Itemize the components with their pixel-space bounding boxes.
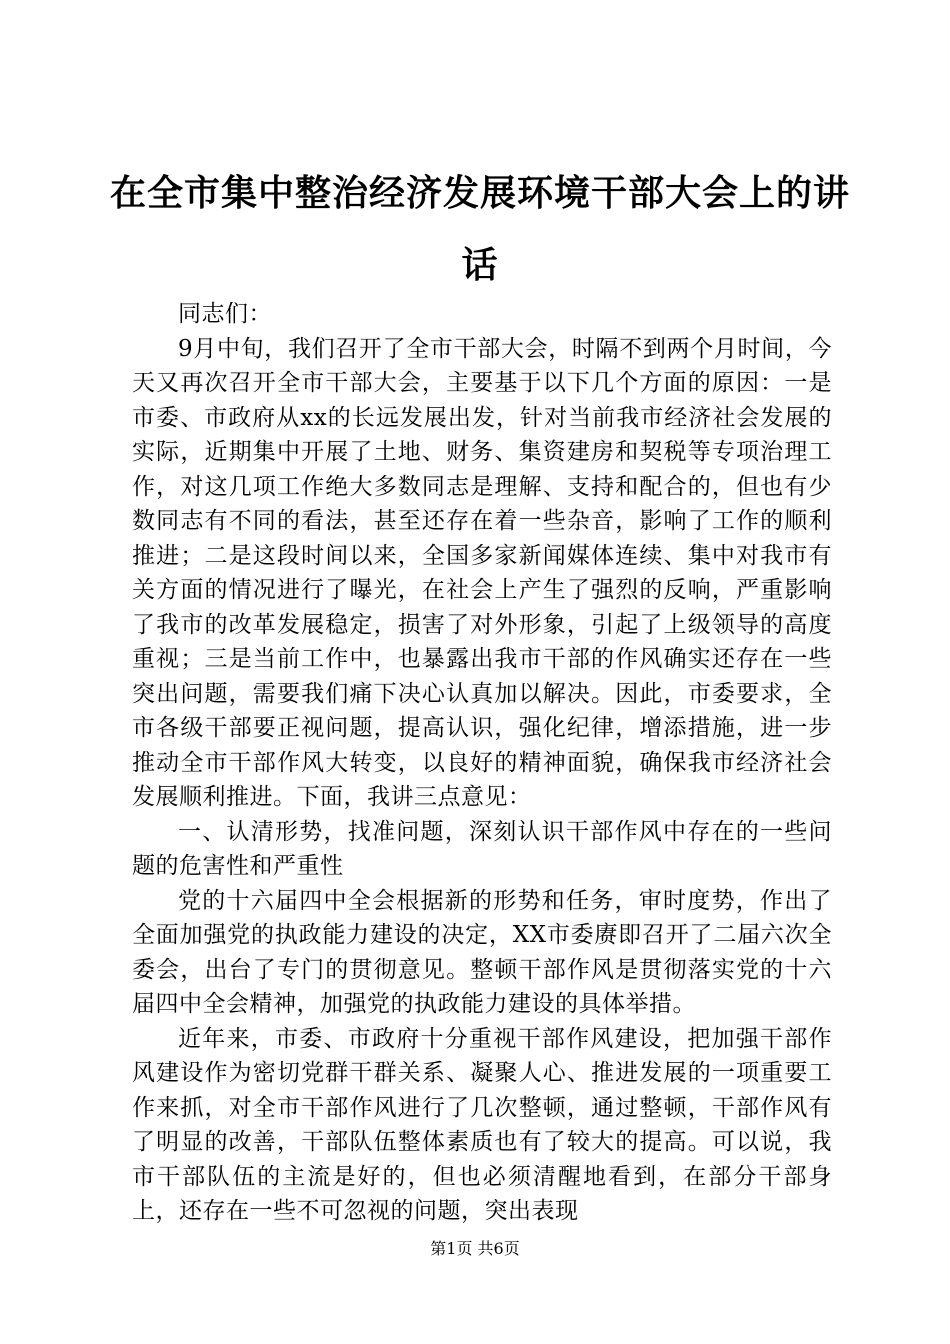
section-heading: 一、认清形势，找准问题，深刻认识干部作风中存在的一些问题的危害性和严重性 (132, 818, 832, 879)
body-paragraph: 党的十六届四中全会根据新的形势和任务，审时度势，作出了全面加强党的执政能力建设的决定，XX市委赓即召开了二届六次全委会，出台了专门的贯彻意见。整顿干部作风是贯彻落实党的十六届四中全会精神，加强党的执政能力建设的具体举措。 (132, 887, 832, 1017)
salutation-paragraph: 同志们： (178, 301, 272, 327)
document-body (132, 297, 832, 1229)
body-paragraph: 近年来，市委、市政府十分重视干部作风建设，把加强干部作风建设作为密切党群干群关系、凝聚人心、推进发展的一项重要工作来抓，对全市干部作风进行了几次整顿，通过整顿，干部作风有了明显的改善，干部队伍整体素质也有了较大的提高。可以说，我市干部队伍的主流是好的，但也必须清醒地看到，在部分干部身上，还存在一些不可忽视的问题，突出表现 (132, 1025, 832, 1224)
body-paragraph: 9月中旬，我们召开了全市干部大会，时隔不到两个月时间，今天又再次召开全市干部大会，主要基于以下几个方面的原因：一是市委、市政府从xx的长远发展出发，针对当前我市经济社会发展的实际，近期集中开展了土地、财务、集资建房和契税等专项治理工作，对这几项工作绝大多数同志是理解、支持和配合的，但也有少数同志有不同的看法，甚至还存在着一些杂音，影响了工作的顺利推进；二是这段时间以来，全国多家新闻媒体连续、集中对我市有关方面的情况进行了曝光，在社会上产生了强烈的反响，严重影响了我市的改革发展稳定，损害了对外形象，引起了上级领导的高度重视；三是当前工作中，也暴露出我市干部的作风确实还存在一些突出问题，需要我们痛下决心认真加以解决。因此，市委要求，全市各级干部要正视问题，提高认识，强化纪律，增添措施，进一步推动全市干部作风大转变，以良好的精神面貌，确保我市经济社会发展顺利推进。下面，我讲三点意见： (132, 335, 832, 810)
page-number-footer: 第1页 共6页 (430, 1239, 520, 1258)
document-title: 在全市集中整治经济发展环境干部大会上的讲话 (110, 173, 851, 286)
